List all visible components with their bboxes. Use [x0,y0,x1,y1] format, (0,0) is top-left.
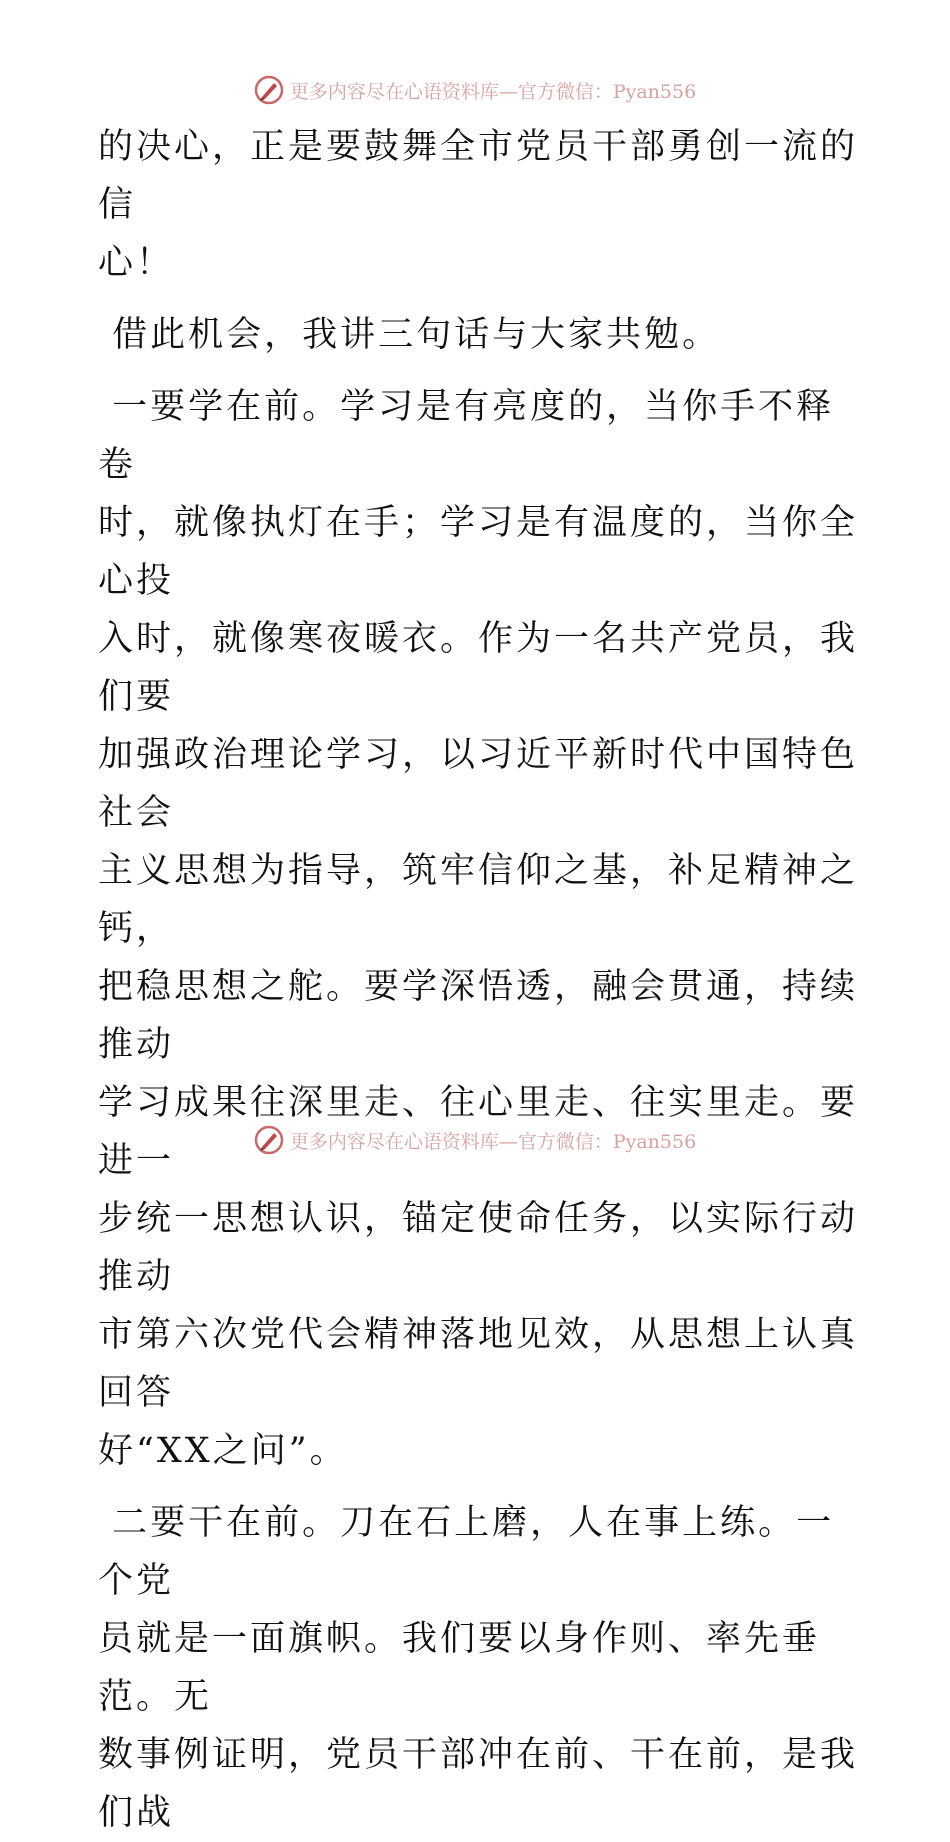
header-banner [0,70,950,110]
line: 好“XX之问”。 [98,1431,348,1471]
paragraph-2 [98,306,858,364]
line: 入时，就像寒夜暖衣。作为一名共产党员，我们要 [98,619,859,717]
banner-text: 更多内容尽在心语资料库—官方微信：Pyan556 [289,1130,697,1153]
line: 步统一思想认识，锚定使命任务，以实际行动推动 [98,1199,859,1297]
line: 数事例证明，党员干部冲在前、干在前，是我们战 [98,1735,859,1833]
line: 一要学在前。学习是有亮度的，当你手不释卷 [98,387,835,485]
line: 学习成果往深里走、往心里走、往实里走。要进一 [98,1083,859,1181]
paragraph-4 [98,1494,858,1842]
line: 二要干在前。刀在石上磨，人在事上练。一个党 [98,1503,835,1601]
line: 市第六次党代会精神落地见效，从思想上认真回答 [98,1315,859,1413]
line: 把稳思想之舵。要学深悟透，融会贯通，持续推动 [98,967,859,1065]
line: 的决心，正是要鼓舞全市党员干部勇创一流的信 [98,127,859,225]
document-body [98,118,858,1842]
line: 借此机会，我讲三句话与大家共勉。 [98,315,721,355]
pen-nib-logo-icon [254,75,284,105]
line: 时，就像执灯在手；学习是有温度的，当你全心投 [98,503,859,601]
paragraph-3 [98,378,858,1480]
line: 加强政治理论学习，以习近平新时代中国特色社会 [98,735,859,833]
banner-text: 更多内容尽在心语资料库—官方微信：Pyan556 [289,80,697,103]
footer-banner [0,1120,950,1160]
line: 心！ [98,243,175,283]
line: 员就是一面旗帜。我们要以身作则、率先垂范。无 [98,1619,821,1717]
line: 主义思想为指导，筑牢信仰之基，补足精神之钙， [98,851,859,949]
pen-nib-logo-icon [254,1125,284,1155]
paragraph-1 [98,118,858,292]
